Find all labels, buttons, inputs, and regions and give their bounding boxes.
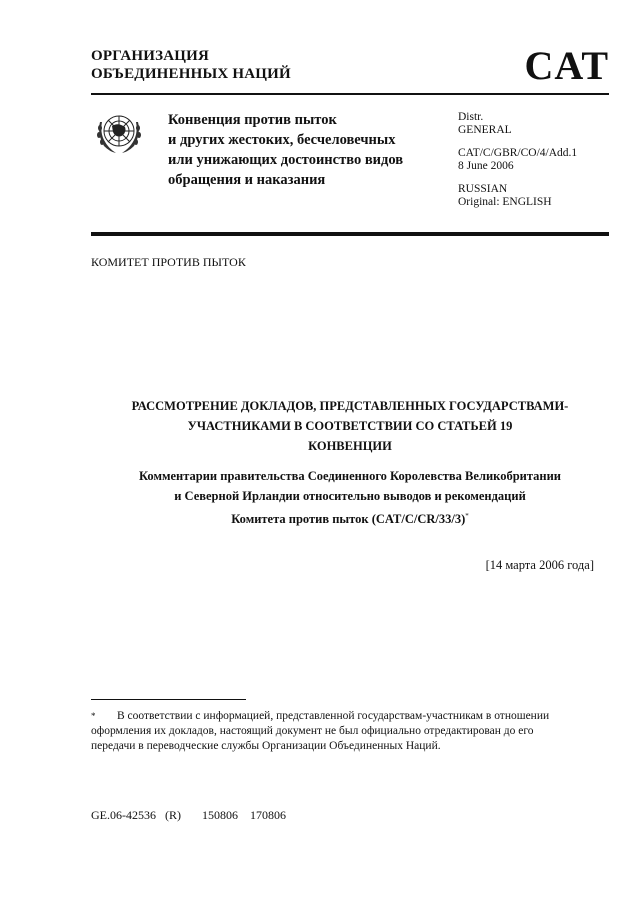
document-title xyxy=(91,396,609,456)
footnote-marker: * xyxy=(91,711,96,721)
un-emblem-icon xyxy=(94,108,144,158)
distribution-block xyxy=(458,111,577,209)
submission-date: [14 марта 2006 года] xyxy=(485,558,594,572)
document-series: CAT xyxy=(524,43,609,88)
footnote-separator xyxy=(91,699,246,700)
convention-line: и других жестоких, бесчеловечных xyxy=(168,132,396,148)
organization-line-2: ОБЪЕДИНЕННЫХ НАЦИЙ xyxy=(91,66,291,82)
document-language: RUSSIAN xyxy=(458,183,508,195)
convention-line: Конвенция против пыток xyxy=(168,112,337,128)
original-language: Original: ENGLISH xyxy=(458,196,552,208)
convention-title xyxy=(168,110,403,190)
title-line: КОНВЕНЦИИ xyxy=(308,439,392,453)
committee-name: КОМИТЕТ ПРОТИВ ПЫТОК xyxy=(91,255,246,269)
title-line: УЧАСТНИКАМИ В СООТВЕТСТВИИ СО СТАТЬЕЙ 19 xyxy=(187,419,513,433)
footnote xyxy=(91,709,561,754)
footnote-text: В соответствии с информацией, представленной государствам-участникам в отношении оформления их докладов, настоящий документ не был официально отредактирован до его передачи в переводческие службы Организации Объединенных Наций. xyxy=(91,710,550,752)
document-subtitle xyxy=(91,466,609,529)
job-date-2: 170806 xyxy=(250,808,286,822)
job-date-1: 150806 xyxy=(202,808,238,822)
convention-line: обращения и наказания xyxy=(168,172,326,188)
convention-line: или унижающих достоинство видов xyxy=(168,152,404,168)
document-symbol: CAT/C/GBR/CO/4/Add.1 xyxy=(458,147,578,159)
job-number xyxy=(91,808,286,822)
distr-value: GENERAL xyxy=(458,124,512,136)
title-line: РАССМОТРЕНИЕ ДОКЛАДОВ, ПРЕДСТАВЛЕННЫХ ГОСУДАРСТВАМИ- xyxy=(131,399,569,413)
document-date: 8 June 2006 xyxy=(458,160,514,172)
footnote-reference[interactable]: * xyxy=(465,512,469,520)
section-rule xyxy=(91,232,609,236)
organization-name xyxy=(91,47,291,83)
distr-label: Distr. xyxy=(458,111,484,123)
organization-line-1: ОРГАНИЗАЦИЯ xyxy=(91,48,210,64)
subtitle-line: Комментарии правительства Соединенного Королевства Великобритании xyxy=(138,469,561,483)
job-code: GE.06-42536 xyxy=(91,808,156,822)
subtitle-line xyxy=(91,506,609,529)
subtitle-text: Комитета против пыток (CAT/C/CR/33/3) xyxy=(231,512,466,527)
job-language: (R) xyxy=(165,808,181,822)
subtitle-line: и Северной Ирландии относительно выводов и рекомендаций xyxy=(174,489,526,503)
header-rule xyxy=(91,93,609,95)
